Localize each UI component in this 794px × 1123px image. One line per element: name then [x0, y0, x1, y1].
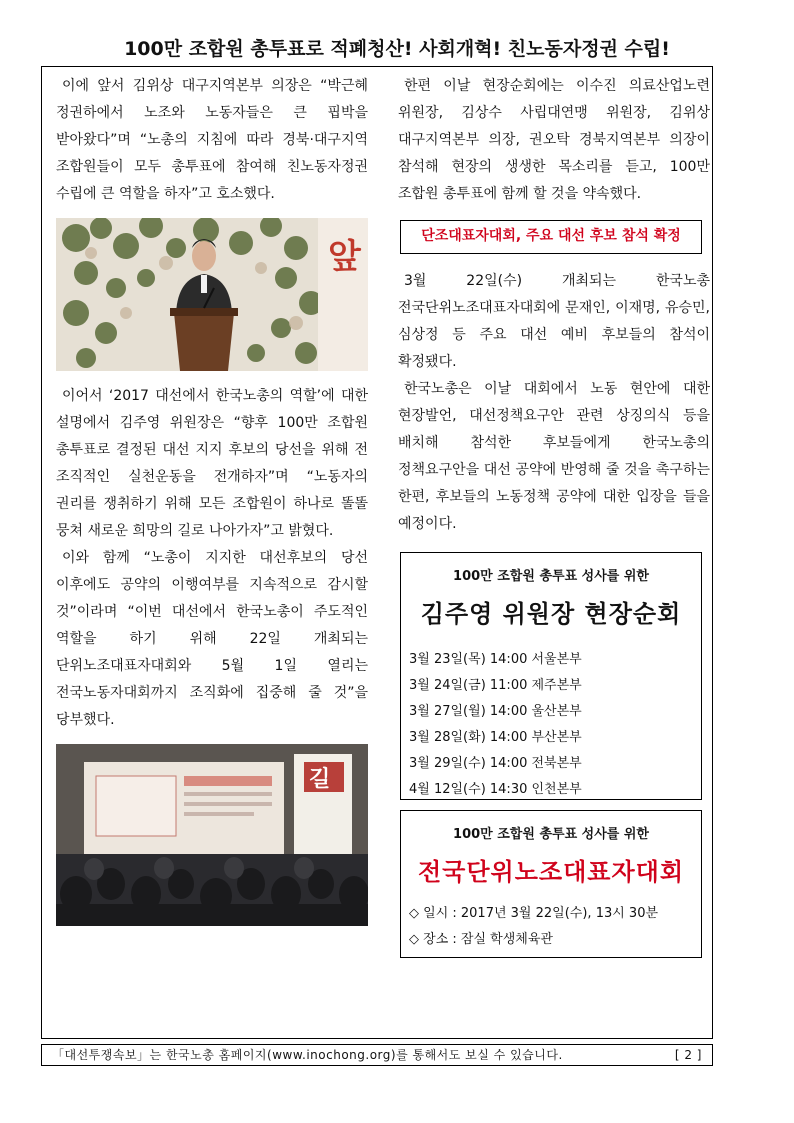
convention-box-title: 전국단위노조대표자대회	[417, 858, 685, 886]
photo-speaker-podium	[56, 218, 368, 371]
schedule-item: 3월 23일(목) 14:00 서울본부	[409, 652, 582, 667]
footer-notice: 「대선투쟁속보」는 한국노총 홈페이지(www.inochong.org)를 통해서도 보실 수 있습니다.	[52, 1048, 563, 1062]
right-paragraph-3: 한국노총은 이날 대회에서 노동 현안에 대한 현장발언, 대선정책요구안 관련 상징의식 등을 배치해 참석한 후보들에게 한국노총의 정책요구안을 대선 공약에 반영해 줄 것을 촉구하는 한편, 후보들의 노동정책 공약에 대한 입장을 들을 예정이다.	[398, 381, 710, 532]
page-number: [ 2 ]	[674, 1048, 702, 1062]
left-paragraph-1: 이에 앞서 김위상 대구지역본부 의장은 “박근혜 정권하에서 노조와 노동자들은 큰 핍박을 받아왔다”며 “노총의 지침에 따라 경북·대구지역 조합원들이 모두 총투표에 참여해 친노동자정권 수립에 큰 역할을 하자”고 호소했다.	[56, 78, 368, 202]
schedule-item: 3월 24일(금) 11:00 제주본부	[409, 678, 582, 693]
convention-info-list	[409, 901, 701, 953]
photo-speaker-podium-image	[56, 218, 368, 371]
article-frame	[41, 66, 713, 1039]
photo-banner-sign: 앞	[328, 237, 361, 277]
schedule-item: 4월 12일(수) 14:30 인천본부	[409, 782, 582, 797]
schedule-item: 3월 28일(화) 14:00 부산본부	[409, 730, 582, 745]
right-column	[398, 73, 710, 958]
photo-conference-hall-image	[56, 744, 368, 926]
schedule-item: 3월 27일(월) 14:00 울산본부	[409, 704, 582, 719]
convention-place: ◇ 장소 : 잠실 학생체육관	[409, 932, 553, 947]
page-header-title: 100만 조합원 총투표로 적폐청산! 사회개혁! 친노동자정권 수립!	[124, 38, 670, 60]
right-paragraph-2: 3월 22일(수) 개최되는 한국노총 전국단위노조대표자대회에 문재인, 이재명, 유승민, 심상정 등 주요 대선 예비 후보들의 참석이 확정됐다.	[398, 273, 710, 370]
site-tour-box-caption: 100만 조합원 총투표 성사를 위한	[453, 569, 649, 584]
convention-box-caption: 100만 조합원 총투표 성사를 위한	[453, 827, 649, 842]
photo-conference-hall	[56, 744, 368, 926]
convention-date: ◇ 일시 : 2017년 3월 22일(수), 13시 30분	[409, 906, 659, 921]
site-tour-schedule-box	[400, 552, 702, 800]
schedule-item: 3월 29일(수) 14:00 전북본부	[409, 756, 582, 771]
photo-stage-sign: 길	[309, 767, 331, 792]
section-subheading: 단조대표자대회, 주요 대선 후보 참석 확정	[400, 220, 702, 254]
site-tour-box-title: 김주영 위원장 현장순회	[420, 600, 682, 628]
convention-info-box	[400, 810, 702, 958]
left-paragraph-3: 이와 함께 “노총이 지지한 대선후보의 당선 이후에도 공약의 이행여부를 지속적으로 감시할 것”이라며 “이번 대선에서 한국노총이 주도적인 역할을 하기 위해 22일 개최되는 단위노조대표자대회와 5월 1일 열리는 전국노동자대회까지 조직화에 집중해 줄 것”을 당부했다.	[56, 550, 368, 728]
page-footer	[41, 1044, 713, 1066]
left-paragraph-2: 이어서 ‘2017 대선에서 한국노총의 역할’에 대한 설명에서 김주영 위원장은 “향후 100만 조합원 총투표로 결정된 대선 지지 후보의 당선을 위해 전 조직적인 실천운동을 전개하자”며 “노동자의 권리를 쟁취하기 위해 모든 조합원이 하나로 똘똘 뭉쳐 새로운 희망의 길로 나아가자”고 밝혔다.	[56, 388, 368, 539]
site-tour-schedule-list	[409, 647, 701, 803]
right-paragraph-1: 한편 이날 현장순회에는 이수진 의료산업노련 위원장, 김상수 사립대연맹 위원장, 김위상 대구지역본부 의장, 권오탁 경북지역본부 의장이 참석해 현장의 생생한 목소리를 듣고, 100만 조합원 총투표에 함께 할 것을 약속했다.	[398, 78, 710, 202]
left-column	[56, 73, 368, 926]
